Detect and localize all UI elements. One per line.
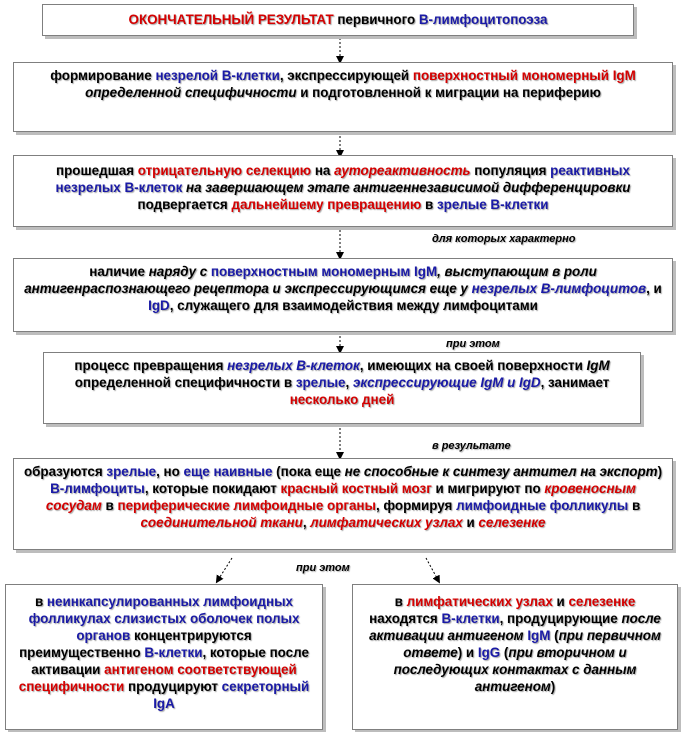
box4-text: наличие <box>89 264 149 279</box>
connector-label-3: в результате <box>432 440 511 452</box>
final-result-box <box>42 4 634 36</box>
box3-highlight: дальнейшему превращению <box>231 197 422 212</box>
box5-text: , <box>345 375 353 390</box>
naive-b-cells-box <box>13 458 673 550</box>
selection-box <box>13 155 673 227</box>
box5-highlight: экспрессирующие IgM и IgD <box>352 375 541 390</box>
box8-italic: после активации антигеном <box>369 611 661 643</box>
box7-text: продуцируют <box>124 679 222 694</box>
box3-highlight: зрелые В-клетки <box>437 197 549 212</box>
mucosal-follicles-box <box>5 584 323 730</box>
box6-text: , <box>302 515 311 530</box>
box8-highlight: В-клетки <box>441 611 500 626</box>
box6-highlight: лимфатических узлах <box>310 515 463 530</box>
box3-text: прошедшая <box>56 163 138 178</box>
box3-highlight: отрицательную селекцию <box>137 163 312 178</box>
box8-text: находятся <box>369 611 442 626</box>
box6-highlight: зрелые <box>106 464 157 479</box>
box7-text: концентрируются преимущественно <box>19 628 252 660</box>
box8-italic: при вторичном и последующих контактах с данным антигеном <box>393 645 637 694</box>
box2-italic: определенной специфичности <box>85 85 297 100</box>
box3-italic: на завершающем этапе антигеннезависимой дифференцировки <box>182 180 631 195</box>
box5-highlight: несколько дней <box>289 392 395 407</box>
box3-text: на <box>311 163 335 178</box>
box5-text: определенной специфичности в <box>74 375 296 390</box>
box6-highlight: лимфоидные фолликулы <box>456 498 629 513</box>
box7-highlight: неинкапсулированных лимфоидных фолликулах слизистых оболочек полых органов <box>28 594 300 643</box>
box6-text: образуются <box>23 464 107 479</box>
box6-highlight: кровеносным сосудам <box>45 481 636 513</box>
box7-text: , которые после активации <box>31 645 309 677</box>
box5-highlight: зрелые <box>295 375 346 390</box>
box7-highlight: секреторный IgA <box>153 679 310 711</box>
box3-highlight: аутореактивность <box>334 163 471 178</box>
box6-text: , которые покидают <box>144 481 281 496</box>
box3-highlight: реактивных незрелых В-клеток <box>55 163 630 195</box>
box2-text: и подготовленной к миграции на периферию <box>296 85 601 100</box>
box6-highlight: соединительной ткани <box>140 515 303 530</box>
box6-text: и мигрируют по <box>431 481 545 496</box>
box8-text: ( <box>500 645 509 660</box>
box5-text: , занимает <box>540 375 610 390</box>
box4-highlight: IgD <box>148 298 170 313</box>
box8-text: и <box>552 594 569 609</box>
box8-text: в <box>394 594 407 609</box>
box7-text: в <box>34 594 47 609</box>
box6-text: , формируя <box>375 498 457 513</box>
box8-text: ( <box>550 628 559 643</box>
box4-text: , служащего для взаимодействия между лимфоцитами <box>169 298 538 313</box>
box8-highlight: IgM <box>527 628 551 643</box>
connector-label-1: для которых характерно <box>432 233 576 245</box>
connector-label-4: при этом <box>296 562 350 574</box>
box4-highlight: поверхностным мономерным IgM <box>210 264 438 279</box>
box5-highlight: незрелых В-клеток <box>227 358 360 373</box>
arrow-6-7 <box>218 558 232 580</box>
box7-highlight: В-клетки <box>144 645 203 660</box>
box6-text: в <box>628 498 641 513</box>
maturation-process-box <box>43 352 641 424</box>
box8-highlight: IgG <box>477 645 501 660</box>
lymph-nodes-spleen-box <box>352 584 678 730</box>
box5-text: процесс превращения <box>74 358 228 373</box>
box7-highlight: антигеном соответствующей специфичности <box>18 662 297 694</box>
box5-italic: IgM <box>586 358 610 373</box>
box6-text: ) <box>657 464 663 479</box>
box4-highlight: незрелых В-лимфоцитов <box>471 281 647 296</box>
box8-text: ) и <box>457 645 478 660</box>
box6-text: (пока еще <box>272 464 345 479</box>
box6-text: в <box>101 498 118 513</box>
box6-highlight: В-лимфоциты <box>50 481 145 496</box>
box4-italic: наряду с <box>148 264 211 279</box>
immature-b-cell-box <box>13 62 673 132</box>
box2-highlight: незрелой В-клетки <box>155 68 280 83</box>
box2-text: формирование <box>50 68 156 83</box>
box6-text: , но <box>156 464 184 479</box>
igd-expression-box <box>13 258 673 332</box>
box3-text: в <box>421 197 437 212</box>
box8-highlight: лимфатических узлах <box>406 594 553 609</box>
box1-highlight: В-лимфоцитопоэза <box>418 12 548 27</box>
box4-text: , и <box>646 281 662 296</box>
box3-text: популяция <box>470 163 551 178</box>
arrow-6-8 <box>426 558 438 580</box>
box6-highlight: еще наивные <box>183 464 273 479</box>
box1-text: первичного <box>333 12 419 27</box>
box6-highlight: селезенке <box>478 515 546 530</box>
box4-italic: , выступающим в роли антигенраспознающего рецептора и экспрессирующимся еще у <box>24 264 597 296</box>
box8-text: , продуцирующие <box>499 611 622 626</box>
connector-label-2: при этом <box>446 338 500 350</box>
box2-text: , экспрессирующей <box>279 68 413 83</box>
box3-text: подвергается <box>137 197 232 212</box>
box8-italic: при первичном ответе <box>403 628 661 660</box>
box6-italic: не способные к синтезу антител на экспорт <box>344 464 658 479</box>
box5-text: , имеющих на своей поверхности <box>359 358 587 373</box>
box8-highlight: селезенке <box>568 594 636 609</box>
final-result-heading: ОКОНЧАТЕЛЬНЫЙ РЕЗУЛЬТАТ <box>128 12 334 27</box>
box2-highlight: поверхностный мономерный IgM <box>412 68 636 83</box>
box8-text: ) <box>550 679 556 694</box>
box6-highlight: красный костный мозг <box>280 481 432 496</box>
box6-highlight: периферические лимфоидные органы <box>117 498 376 513</box>
box6-text: и <box>462 515 479 530</box>
